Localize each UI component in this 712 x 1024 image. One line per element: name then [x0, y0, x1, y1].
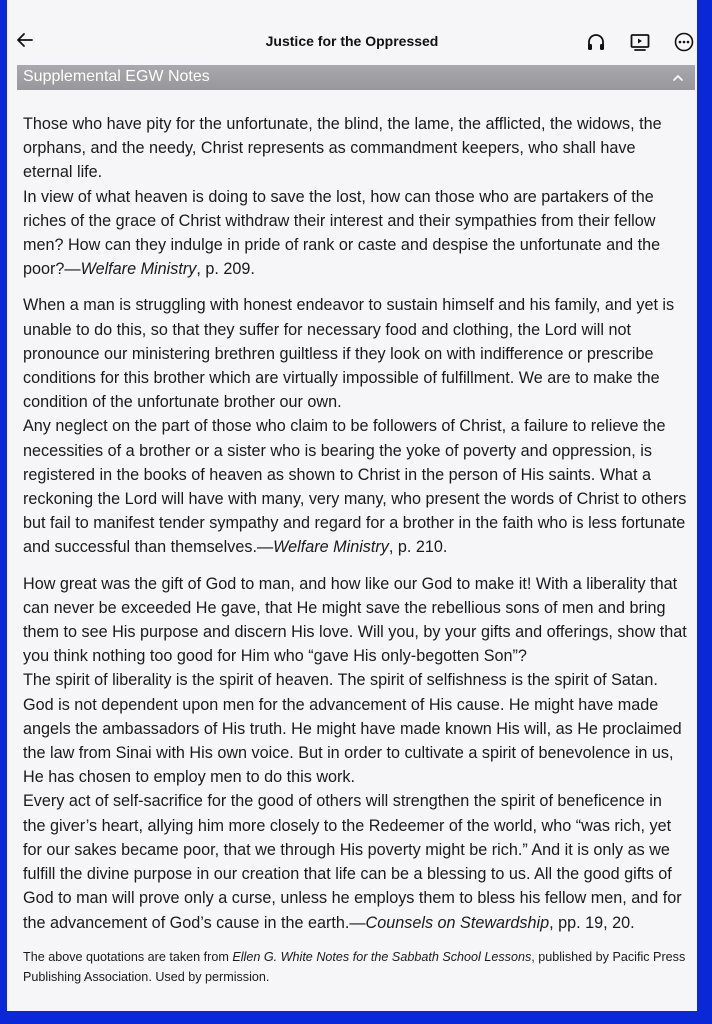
section-header[interactable]	[17, 65, 695, 90]
paragraph: When a man is struggling with honest endeavor to sustain himself and his family, and yet is unable to do this, so that they suffer for necessary food and clothing, the Lord will not pronounce our ministering brethren guiltless if they look on with indifference or prescribe conditions for this brother which are virtually impossible of fulfillment. We are to make the condition of the unfortunate brother our own.	[23, 296, 675, 412]
source-title: Welfare Ministry	[80, 260, 197, 279]
more-options-icon[interactable]	[673, 31, 695, 53]
paragraph: Every act of self-sacrifice for the good of others will strengthen the spirit of beneficence in the giver’s heart, allying him more closely to the Redeemer of the world, who “was rich, yet for our sakes became poor, that we through His poverty might be rich.” And it is only as we fulfill the divine purpose in our creation that life can be a blessing to us. All the good gifts of God to man will prove only a curse, unless he employs them to bless his fellow men, and for the advancement of God’s cause in the earth.—Counsels on Stewardship, pp. 19, 20.	[23, 792, 682, 932]
note-block	[23, 293, 687, 559]
paragraph: The spirit of liberality is the spirit of heaven. The spirit of selfishness is the spirit of Satan. God is not dependent upon men for the advancement of His cause. He might have made angels the ambassadors of His truth. He might have made known His will, as He proclaimed the law from Sinai with His own voice. But in order to cultivate a spirit of benevolence in us, He has chosen to employ men to do this work.	[23, 671, 682, 787]
book-title: Ellen G. White Notes for the Sabbath School Lessons	[232, 949, 532, 964]
source-title: Welfare Ministry	[273, 538, 389, 557]
note-block	[23, 572, 687, 935]
copyright-note: The above quotations are taken from Ellen G. White Notes for the Sabbath School Lessons, published by Pacific Press Publishing Association. Used by permission.	[23, 949, 686, 984]
note-block	[23, 112, 687, 281]
source-title: Counsels on Stewardship	[365, 913, 550, 932]
section-title: Supplemental EGW Notes	[23, 68, 210, 85]
notes-content	[23, 112, 687, 987]
paragraph: How great was the gift of God to man, and how like our God to make it! With a liberality that can never be exceeded He gave, that He might save the rebellious sons of men and bring them to see His purpose and discern His love. Will you, by your gifts and offerings, show that you think nothing too good for Him who “gave His only-begotten Son”?	[23, 574, 687, 666]
headphones-icon[interactable]	[585, 31, 607, 53]
chevron-up-icon[interactable]	[671, 71, 685, 85]
play-video-icon[interactable]	[629, 31, 651, 53]
page-title: Justice for the Oppressed	[265, 33, 439, 49]
paragraph: Those who have pity for the unfortunate, the blind, the lame, the afflicted, the widows, the orphans, and the needy, Christ represents as commandment keepers, who shall have eternal life.	[23, 115, 662, 182]
top-bar	[7, 20, 697, 60]
app-screen	[7, 0, 697, 1011]
paragraph: Any neglect on the part of those who claim to be followers of Christ, a failure to relieve the necessities of a brother or a sister who is bearing the yoke of poverty and oppression, is registered in the books of heaven as shown to Christ in the person of His saints. What a reckoning the Lord will have with many, very many, who present the words of Christ to others but fail to manifest tender sympathy and regard for a brother in the faith who is less fortunate and successful than themselves.—Welfare Ministry, p. 210.	[23, 417, 687, 557]
paragraph: In view of what heaven is doing to save the lost, how can those who are partakers of the riches of the grace of Christ withdraw their interest and their sympathies from their fellow men? How can they indulge in pride of rank or caste and despise the unfortunate and the poor?—Welfare Ministry, p. 209.	[23, 187, 661, 279]
